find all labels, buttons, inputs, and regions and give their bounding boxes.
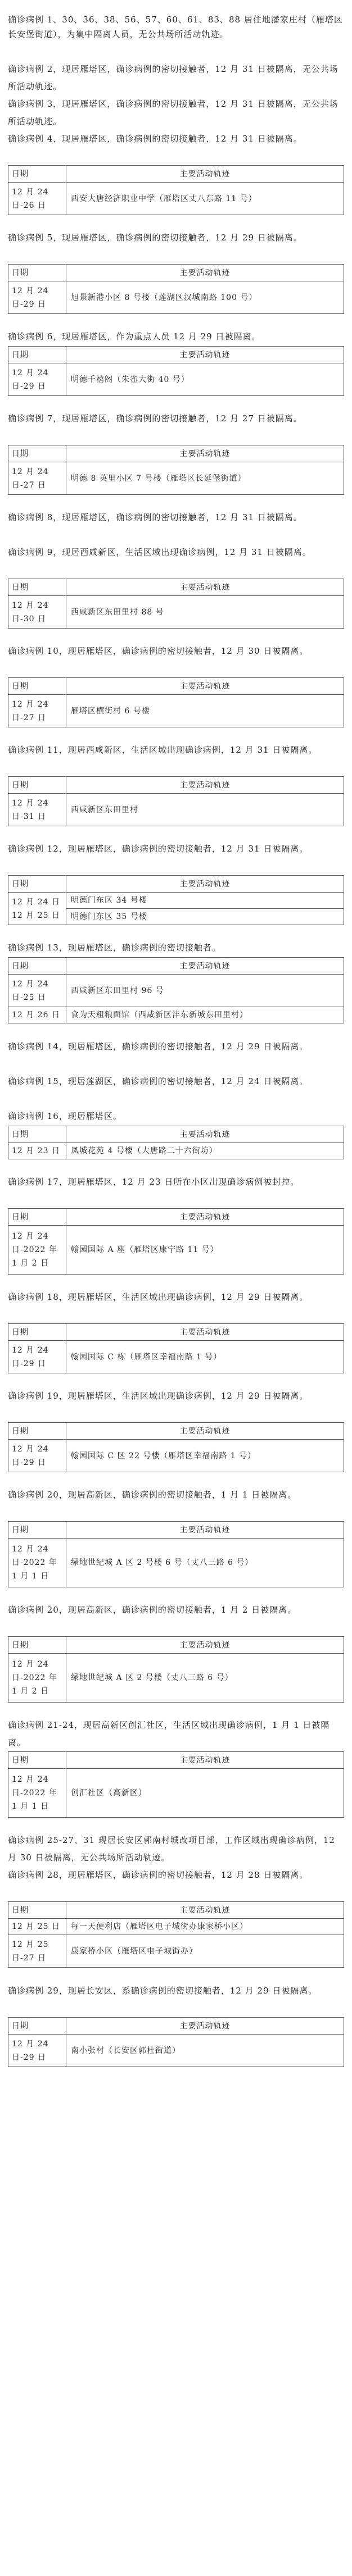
trajectory-table	[8, 957, 344, 1023]
track-column-header: 主要活动轨迹	[66, 166, 344, 183]
location-cell: 明德门东区 34 号楼	[66, 893, 344, 909]
case-paragraph: 确诊病例 10，现居雁塔区，确诊病例的密切接触者，12 月 30 日被隔离。	[8, 646, 309, 656]
date-column-header: 日期	[8, 2018, 66, 2035]
track-column-header: 主要活动轨迹	[66, 445, 344, 462]
location-cell: 每一天便利店（雁塔区电子城街办康家桥小区）	[66, 1919, 344, 1935]
trajectory-table	[8, 346, 344, 396]
track-column-header: 主要活动轨迹	[66, 265, 344, 281]
case-paragraph: 确诊病例 15，现居莲湖区，确诊病例的密切接触者，12 月 24 日被隔离。	[8, 1076, 309, 1086]
date-column-header: 日期	[8, 678, 66, 695]
date-column-header: 日期	[8, 579, 66, 596]
trajectory-table	[8, 1521, 344, 1587]
trajectory-table	[8, 1751, 344, 1818]
date-cell: 12 月 24 日-29 日	[8, 281, 66, 314]
case-paragraph: 确诊病例 19，现居雁塔区，生活区域出现确诊病例，12 月 29 日被隔离。	[8, 1391, 309, 1401]
case-paragraph: 确诊病例 11，现居西咸新区，生活区域出现确诊病例，12 月 31 日被隔离。	[8, 745, 318, 755]
location-cell: 南小张村（长安区郭杜街道）	[66, 2035, 344, 2067]
table-row	[8, 1935, 344, 1968]
track-column-header: 主要活动轨迹	[66, 876, 344, 893]
date-cell: 12 月 24 日-2022 年 1 月 1 日	[8, 1539, 66, 1587]
date-column-header: 日期	[8, 1637, 66, 1654]
table-row	[8, 281, 344, 314]
track-column-header: 主要活动轨迹	[66, 1637, 344, 1654]
table-header-row	[8, 579, 344, 596]
table-row	[8, 695, 344, 727]
table-header-row	[8, 1423, 344, 1440]
trajectory-table	[8, 677, 344, 727]
track-column-header: 主要活动轨迹	[66, 347, 344, 363]
track-column-header: 主要活动轨迹	[66, 2018, 344, 2035]
date-cell: 12 月 26 日	[8, 1007, 66, 1023]
case-paragraph: 确诊病例 12，现居雁塔区，确诊病例的密切接触者，12 月 31 日被隔离。	[8, 844, 309, 854]
location-cell: 明德 8 英里小区 7 号楼（雁塔区长延堡街道）	[66, 462, 344, 495]
table-header-row	[8, 1522, 344, 1539]
case-paragraph: 确诊病例 5，现居雁塔区，确诊病例的密切接触者，12 月 29 日被隔离。	[8, 233, 303, 243]
case-paragraph: 确诊病例 2，现居雁塔区，确诊病例的密切接触者，12 月 31 日被隔离，无公共场所活动轨迹。	[8, 64, 339, 92]
date-column-header: 日期	[8, 1522, 66, 1539]
table-header-row	[8, 1637, 344, 1654]
date-column-header: 日期	[8, 1902, 66, 1919]
trajectory-table	[8, 2017, 344, 2067]
table-row	[8, 1341, 344, 1373]
trajectory-table	[8, 1901, 344, 1968]
date-cell: 12 月 24 日-27 日	[8, 462, 66, 495]
case-paragraph: 确诊病例 29，现居长安区，系确诊病例的密切接触者，12 月 29 日被隔离。	[8, 1986, 318, 1996]
table-header-row	[8, 445, 344, 462]
table-row	[8, 183, 344, 215]
location-cell: 明德门东区 35 号楼	[66, 909, 344, 925]
table-row	[8, 1539, 344, 1587]
table-row	[8, 1654, 344, 1703]
date-cell: 12 月 24 日-29 日	[8, 2035, 66, 2067]
table-header-row	[8, 1209, 344, 1226]
date-cell: 12 月 24 日-2022 年 1 月 2 日	[8, 1226, 66, 1275]
table-header-row	[8, 2018, 344, 2035]
table-row	[8, 1769, 344, 1818]
table-row	[8, 363, 344, 396]
case-paragraph: 确诊病例 20，现居高新区，确诊病例的密切接触者，1 月 2 日被隔离。	[8, 1605, 297, 1615]
date-cell: 12 月 24 日-29 日	[8, 363, 66, 396]
location-cell: 西咸新区东田里村 96 号	[66, 975, 344, 1007]
date-cell: 12 月 24 日-26 日	[8, 183, 66, 215]
track-column-header: 主要活动轨迹	[66, 1126, 344, 1143]
trajectory-table	[8, 579, 344, 629]
date-cell: 12 月 24 日-29 日	[8, 1341, 66, 1373]
location-cell: 西安大唐经济职业中学（雁塔区丈八东路 11 号）	[66, 183, 344, 215]
trajectory-table	[8, 875, 344, 925]
location-cell: 绿地世纪城 A 区 2 号楼 6 号（丈八三路 6 号）	[66, 1539, 344, 1587]
date-column-header: 日期	[8, 265, 66, 281]
trajectory-table	[8, 776, 344, 826]
trajectory-table	[8, 1323, 344, 1373]
date-column-header: 日期	[8, 958, 66, 975]
date-cell: 12 月 24 日-27 日	[8, 695, 66, 727]
date-cell: 12 月 25 日-27 日	[8, 1935, 66, 1968]
date-column-header: 日期	[8, 347, 66, 363]
track-column-header: 主要活动轨迹	[66, 1209, 344, 1226]
location-cell: 明德千禧阁（朱雀大街 40 号）	[66, 363, 344, 396]
date-column-header: 日期	[8, 166, 66, 183]
date-column-header: 日期	[8, 445, 66, 462]
table-header-row	[8, 876, 344, 893]
table-row	[8, 462, 344, 495]
table-header-row	[8, 166, 344, 183]
case-paragraph: 确诊病例 7，现居雁塔区，确诊病例的密切接触者，12 月 27 日被隔离。	[8, 413, 303, 424]
case-paragraph: 确诊病例 20，现居高新区，确诊病例的密切接触者，1 月 1 日被隔离。	[8, 1490, 297, 1500]
case-paragraph: 确诊病例 1、30、36、38、56、57、60、61、83、88 居住地潘家庄村（雁塔区长安堡街道），为集中隔离人员，无公共场所活动轨迹。	[8, 15, 343, 39]
table-row	[8, 1007, 344, 1023]
track-column-header: 主要活动轨迹	[66, 1423, 344, 1440]
location-cell: 西咸新区东田里村	[66, 794, 344, 826]
track-column-header: 主要活动轨迹	[66, 1902, 344, 1919]
track-column-header: 主要活动轨迹	[66, 579, 344, 596]
table-header-row	[8, 958, 344, 975]
location-cell: 雁塔区横街村 6 号楼	[66, 695, 344, 727]
location-cell: 凤城花苑 4 号楼（大唐路二十六街坊）	[66, 1143, 344, 1159]
table-row	[8, 1226, 344, 1275]
table-row	[8, 1919, 344, 1935]
trajectory-table	[8, 165, 344, 215]
table-row	[8, 2035, 344, 2067]
track-column-header: 主要活动轨迹	[66, 678, 344, 695]
table-header-row	[8, 777, 344, 794]
table-row	[8, 794, 344, 826]
table-row	[8, 975, 344, 1007]
trajectory-table	[8, 1422, 344, 1472]
date-column-header: 日期	[8, 1324, 66, 1341]
location-cell: 翰园国际 A 座（雁塔区康宁路 11 号）	[66, 1226, 344, 1275]
location-cell: 翰园国际 C 栋（雁塔区幸福南路 1 号）	[66, 1341, 344, 1373]
case-paragraph: 确诊病例 4，现居雁塔区，确诊病例的密切接触者，12 月 31 日被隔离。	[8, 134, 303, 144]
date-cell: 12 月 23 日	[8, 1143, 66, 1159]
date-cell: 12 月 24 日-2022 年 1 月 1 日	[8, 1769, 66, 1818]
table-header-row	[8, 678, 344, 695]
case-paragraph: 确诊病例 14，现居雁塔区，确诊病例的密切接触者，12 月 29 日被隔离。	[8, 1041, 309, 1052]
date-cell: 12 月 24 日-25 日	[8, 975, 66, 1007]
table-row	[8, 893, 344, 909]
date-cell: 12 月 24 日 12 月 25 日	[8, 893, 66, 925]
table-header-row	[8, 1752, 344, 1769]
table-header-row	[8, 1324, 344, 1341]
date-cell: 12 月 24 日-29 日	[8, 1440, 66, 1472]
table-header-row	[8, 1902, 344, 1919]
track-column-header: 主要活动轨迹	[66, 1752, 344, 1769]
table-header-row	[8, 347, 344, 363]
date-cell: 12 月 24 日-30 日	[8, 596, 66, 629]
case-paragraph: 确诊病例 25-27、31 现居长安区郭南村城改项目部，工作区域出现确诊病例，12 月 30 日被隔离，无公共场所活动轨迹。	[8, 1835, 339, 1863]
date-column-header: 日期	[8, 1423, 66, 1440]
location-cell: 西咸新区东田里村 88 号	[66, 596, 344, 629]
trajectory-table	[8, 445, 344, 495]
table-row	[8, 1440, 344, 1472]
table-header-row	[8, 1126, 344, 1143]
track-column-header: 主要活动轨迹	[66, 1324, 344, 1341]
trajectory-table	[8, 1208, 344, 1275]
location-cell: 绿地世纪城 A 区 2 号楼（丈八三路 6 号）	[66, 1654, 344, 1703]
date-column-header: 日期	[8, 1126, 66, 1143]
location-cell: 翰园国际 C 区 22 号楼（雁塔区幸福南路 1 号）	[66, 1440, 344, 1472]
location-cell: 食为天粗粮面馆（西咸新区沣东新城东田里村）	[66, 1007, 344, 1023]
date-cell: 12 月 24 日-31 日	[8, 794, 66, 826]
track-column-header: 主要活动轨迹	[66, 777, 344, 794]
case-paragraph: 确诊病例 13，现居雁塔区，确诊病例的密切接触者。	[8, 943, 221, 953]
track-column-header: 主要活动轨迹	[66, 1522, 344, 1539]
date-column-header: 日期	[8, 876, 66, 893]
trajectory-table	[8, 264, 344, 314]
case-paragraph: 确诊病例 6，现居雁塔区，作为重点人员 12 月 29 日被隔离。	[8, 331, 261, 342]
table-header-row	[8, 265, 344, 281]
date-cell: 12 月 25 日	[8, 1919, 66, 1935]
case-paragraph: 确诊病例 8，现居雁塔区，确诊病例的密切接触者，12 月 31 日被隔离。	[8, 512, 303, 522]
case-paragraph: 确诊病例 18，现居雁塔区，生活区域出现确诊病例，12 月 29 日被隔离。	[8, 1292, 309, 1302]
case-paragraph: 确诊病例 21-24，现居高新区创汇社区，生活区域出现确诊病例，1 月 1 日被隔离。	[8, 1720, 330, 1747]
location-cell: 旭景新港小区 8 号楼（莲湖区汉城南路 100 号）	[66, 281, 344, 314]
trajectory-table	[8, 1636, 344, 1703]
trajectory-table	[8, 1126, 344, 1159]
track-column-header: 主要活动轨迹	[66, 958, 344, 975]
location-cell: 康家桥小区（雁塔区电子城街办）	[66, 1935, 344, 1968]
date-column-header: 日期	[8, 1752, 66, 1769]
table-row	[8, 596, 344, 629]
case-paragraph: 确诊病例 16，现居雁塔区。	[8, 1111, 122, 1121]
date-column-header: 日期	[8, 777, 66, 794]
location-cell: 创汇社区（高新区）	[66, 1769, 344, 1818]
case-paragraph: 确诊病例 17，现居雁塔区，12 月 23 日所在小区出现确诊病例被封控。	[8, 1177, 300, 1187]
table-row	[8, 1143, 344, 1159]
case-paragraph: 确诊病例 3，现居雁塔区，确诊病例的密切接触者，12 月 31 日被隔离，无公共场所活动轨迹。	[8, 99, 339, 126]
date-column-header: 日期	[8, 1209, 66, 1226]
case-paragraph: 确诊病例 9，现居西咸新区，生活区域出现确诊病例，12 月 31 日被隔离。	[8, 547, 312, 557]
date-cell: 12 月 24 日-2022 年 1 月 2 日	[8, 1654, 66, 1703]
case-paragraph: 确诊病例 28，现居雁塔区，确诊病例的密切接触者，12 月 28 日被隔离。	[8, 1870, 309, 1880]
